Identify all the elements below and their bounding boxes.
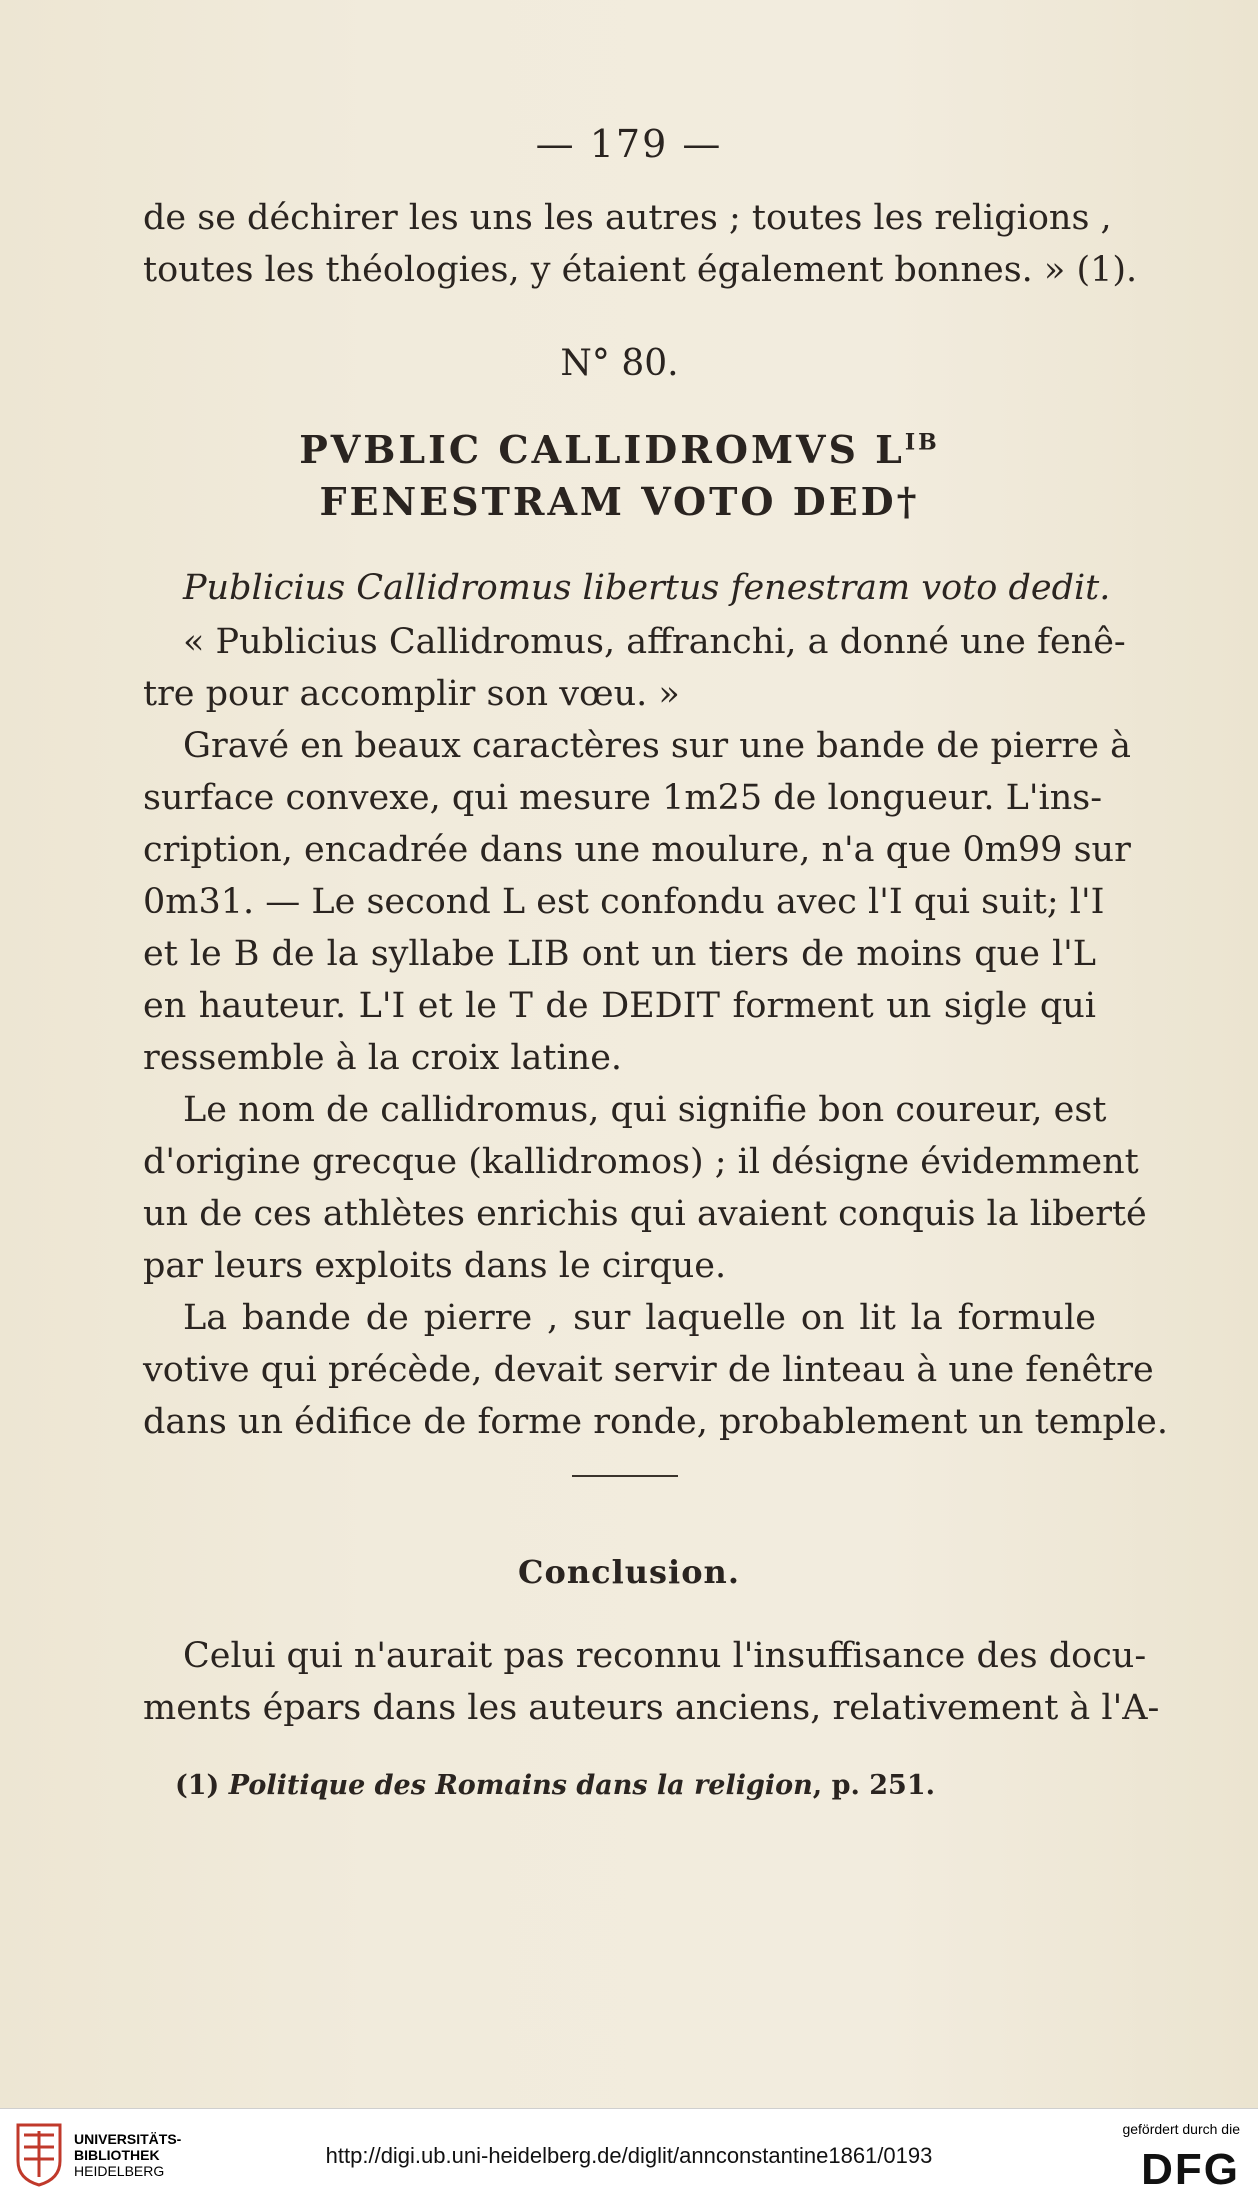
description-line-6: en hauteur. L'I et le T de DEDIT forment un sigle qui (143, 986, 1096, 1026)
section-divider (572, 1475, 678, 1477)
lintel-line-1: La bande de pierre , sur laquelle on lit la formule (183, 1298, 1096, 1338)
translation-line-2: tre pour accomplir son vœu. » (143, 674, 680, 714)
continuation-line-2: toutes les théologies, y étaient également bonnes. » (1). (143, 250, 1138, 290)
entry-number: N° 80. (560, 343, 679, 384)
footnote-marker: (1) (175, 1770, 220, 1801)
footnote-title: Politique des Romains dans la religion (228, 1770, 813, 1801)
description-line-4: 0m31. — Le second L est confondu avec l'I qui suit; l'I (143, 882, 1105, 922)
etymology-line-4: par leurs exploits dans le cirque. (143, 1246, 727, 1286)
footer-bar (0, 2108, 1258, 2202)
section-title: Conclusion. (518, 1553, 740, 1591)
permalink-url[interactable]: http://digi.ub.uni-heidelberg.de/diglit/annconstantine1861/0193 (325, 2143, 933, 2168)
etymology-line-1: Le nom de callidromus, qui signifie bon coureur, est (183, 1090, 1107, 1130)
translation-line-1: « Publicius Callidromus, affranchi, a donné une fenê- (183, 622, 1126, 662)
etymology-line-3: un de ces athlètes enrichis qui avaient conquis la liberté (143, 1194, 1147, 1234)
latin-reading: Publicius Callidromus libertus fenestram voto dedit. (183, 568, 1111, 608)
library-line-2: BIBLIOTHEK (74, 2147, 160, 2163)
page-number: — 179 — (535, 122, 723, 166)
footnote-page: , p. 251. (812, 1770, 936, 1801)
description-line-7: ressemble à la croix latine. (143, 1038, 623, 1078)
inscription-line-2: FENESTRAM VOTO DED† (319, 479, 920, 524)
etymology-line-2: d'origine grecque (kallidromos) ; il désigne évidemment (143, 1142, 1139, 1182)
description-line-1: Gravé en beaux caractères sur une bande de pierre à (183, 726, 1131, 766)
closing-line-1: Celui qui n'aurait pas reconnu l'insuffisance des docu- (183, 1636, 1147, 1676)
footnote (175, 1770, 935, 1801)
funding-note: gefördert durch die (1122, 2121, 1240, 2137)
description-line-5: et le B de la syllabe LIB ont un tiers de moins que l'L (143, 934, 1096, 974)
library-line-3: HEIDELBERG (74, 2163, 165, 2179)
closing-line-2: ments épars dans les auteurs anciens, relativement à l'A- (143, 1688, 1160, 1728)
description-line-3: cription, encadrée dans une moulure, n'a que 0m99 sur (143, 830, 1131, 870)
description-line-2: surface convexe, qui mesure 1m25 de longueur. L'ins- (143, 778, 1103, 818)
library-line-1: UNIVERSITÄTS- (74, 2131, 182, 2147)
dfg-logo: DFG (1141, 2145, 1240, 2194)
lintel-line-2: votive qui précède, devait servir de linteau à une fenêtre (143, 1350, 1154, 1390)
inscription-line-1: PVBLIC CALLIDROMVS $L^{IB}$ (299, 427, 940, 472)
lintel-line-3: dans un édifice de forme ronde, probablement un temple. (143, 1402, 1168, 1442)
continuation-line-1: de se déchirer les uns les autres ; toutes les religions , (143, 198, 1112, 238)
